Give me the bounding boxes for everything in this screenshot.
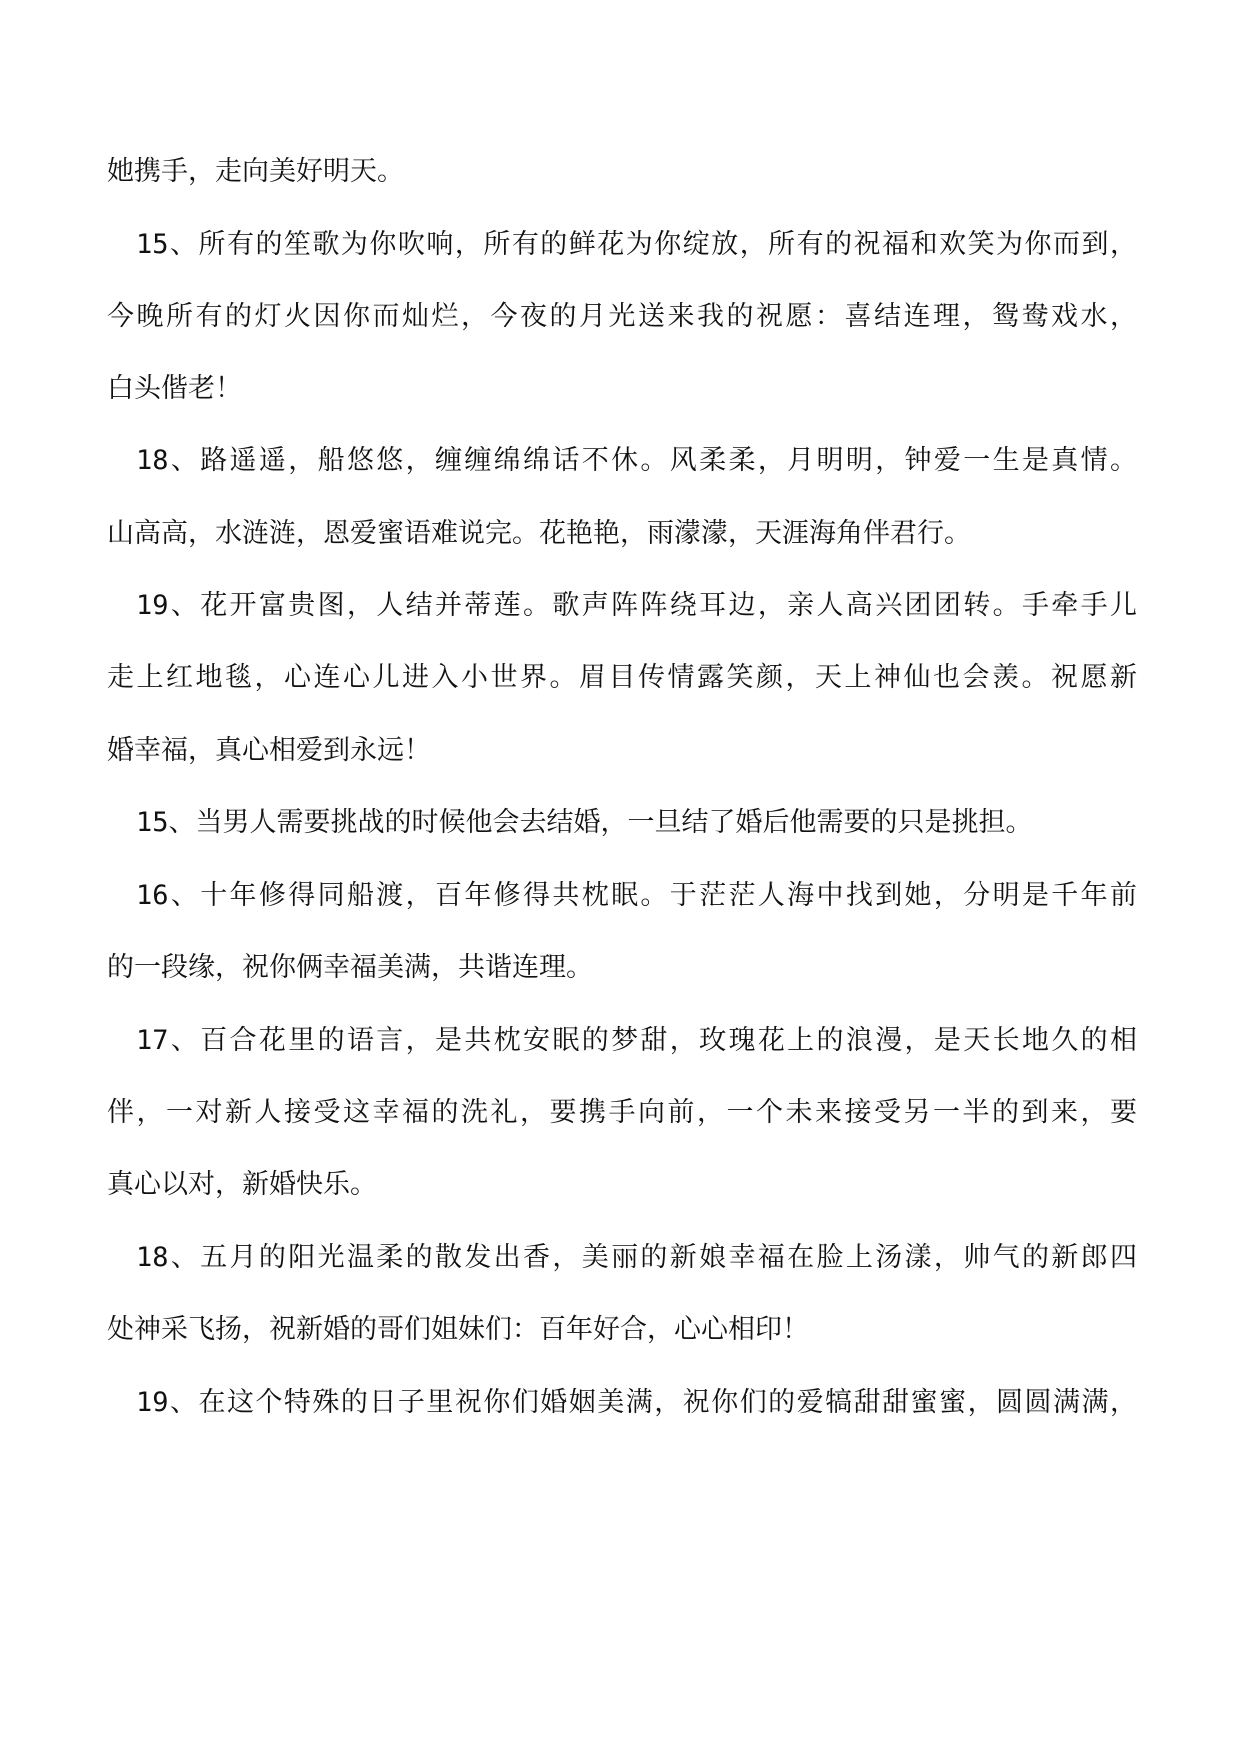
text-line: 的一段缘，祝你俩幸福美满，共谐连理。 — [107, 952, 593, 983]
text-line: 白头偕老！ — [107, 373, 242, 404]
text-line: 走上红地毯，心连心儿进入小世界。眉目传情露笑颜，天上神仙也会羡。祝愿新 — [107, 662, 1137, 693]
text-line: 15、所有的笙歌为你吹响，所有的鲜花为你绽放，所有的祝福和欢笑为你而到， — [136, 229, 1137, 260]
text-line: 19、花开富贵图，人结并蒂莲。歌声阵阵绕耳边，亲人高兴团团转。手牵手儿 — [136, 590, 1137, 621]
text-line: 18、路遥遥，船悠悠，缠缠绵绵话不休。风柔柔，月明明，钟爱一生是真情。 — [136, 445, 1137, 476]
text-line: 山高高，水涟涟，恩爱蜜语难说完。花艳艳，雨濛濛，天涯海角伴君行。 — [107, 518, 971, 549]
text-line: 17、百合花里的语言，是共枕安眠的梦甜，玫瑰花上的浪漫，是天长地久的相 — [136, 1025, 1137, 1056]
text-line: 她携手，走向美好明天。 — [107, 156, 404, 187]
text-line: 今晚所有的灯火因你而灿烂，今夜的月光送来我的祝愿：喜结连理，鸳鸯戏水， — [107, 301, 1137, 332]
text-line: 16、十年修得同船渡，百年修得共枕眠。于茫茫人海中找到她，分明是千年前 — [136, 880, 1137, 911]
text-line: 处神采飞扬，祝新婚的哥们姐妹们：百年好合，心心相印！ — [107, 1314, 809, 1345]
text-line: 婚幸福，真心相爱到永远！ — [107, 735, 431, 766]
text-line: 15、当男人需要挑战的时候他会去结婚，一旦结了婚后他需要的只是挑担。 — [136, 807, 1033, 838]
text-line: 18、五月的阳光温柔的散发出香，美丽的新娘幸福在脸上汤漾，帅气的新郎四 — [136, 1242, 1137, 1273]
text-line: 伴，一对新人接受这幸福的洗礼，要携手向前，一个未来接受另一半的到来，要 — [107, 1097, 1137, 1128]
text-line: 19、在这个特殊的日子里祝你们婚姻美满，祝你们的爱犒甜甜蜜蜜，圆圆满满， — [136, 1387, 1137, 1418]
text-line: 真心以对，新婚快乐。 — [107, 1169, 377, 1200]
